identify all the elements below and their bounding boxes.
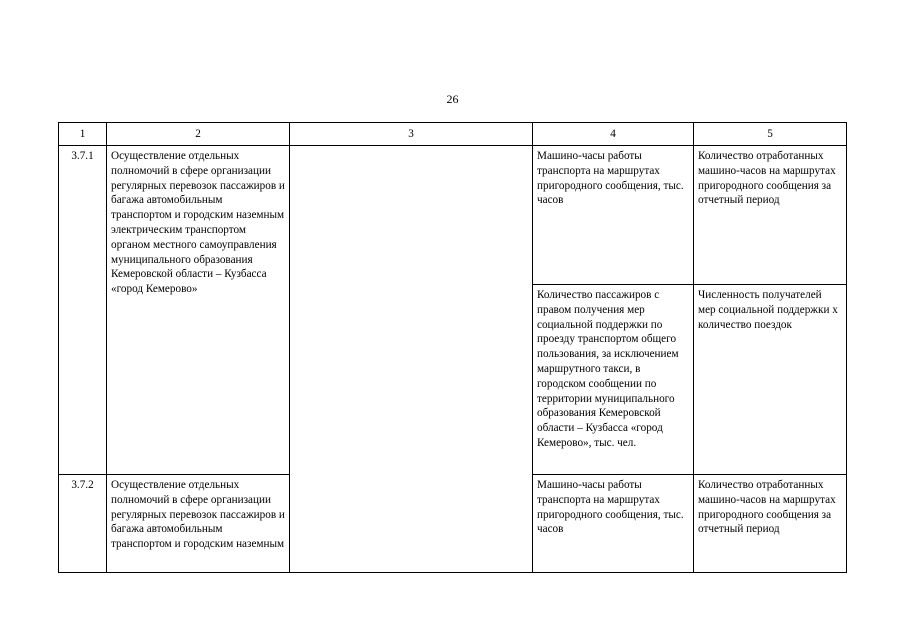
method-cell: Количество отработанных машино-часов на маршрутах пригородного сообщения за отчетный период — [694, 475, 847, 573]
indicators-table — [58, 122, 847, 573]
table-row — [59, 146, 847, 285]
page-number: 26 — [446, 92, 459, 106]
column-header-2: 2 — [107, 123, 290, 146]
column-header-5: 5 — [694, 123, 847, 146]
row-number: 3.7.2 — [59, 475, 107, 573]
column-header-4: 4 — [533, 123, 694, 146]
column-3-cell — [290, 146, 533, 573]
row-number: 3.7.1 — [59, 146, 107, 475]
row-description: Осуществление отдельных полномочий в сфере организации регулярных перевозок пассажиров и багажа автомобильным транспортом и городским наземным электрическим транспортом органом местного самоуправления муниципального образования Кемеровской области – Кузбасса «город Кемерово» — [107, 146, 290, 475]
row-description: Осуществление отдельных полномочий в сфере организации регулярных перевозок пассажиров и багажа автомобильным транспортом и городским наземным — [107, 475, 290, 573]
method-cell: Численность получателей мер социальной поддержки х количество поездок — [694, 285, 847, 475]
column-header-3: 3 — [290, 123, 533, 146]
column-header-1: 1 — [59, 123, 107, 146]
table-header-row — [59, 123, 847, 146]
indicator-cell: Количество пассажиров с правом получения мер социальной поддержки по проезду транспортом общего пользования, за исключением маршрутного такси, в городском сообщении по территории муниципального образования Кемеровской области – Кузбасса «город Кемерово», тыс. чел. — [533, 285, 694, 475]
indicator-cell: Машино-часы работы транспорта на маршрутах пригородного сообщения, тыс. часов — [533, 146, 694, 285]
method-cell: Количество отработанных машино-часов на маршрутах пригородного сообщения за отчетный период — [694, 146, 847, 285]
indicator-cell: Машино-часы работы транспорта на маршрутах пригородного сообщения, тыс. часов — [533, 475, 694, 573]
